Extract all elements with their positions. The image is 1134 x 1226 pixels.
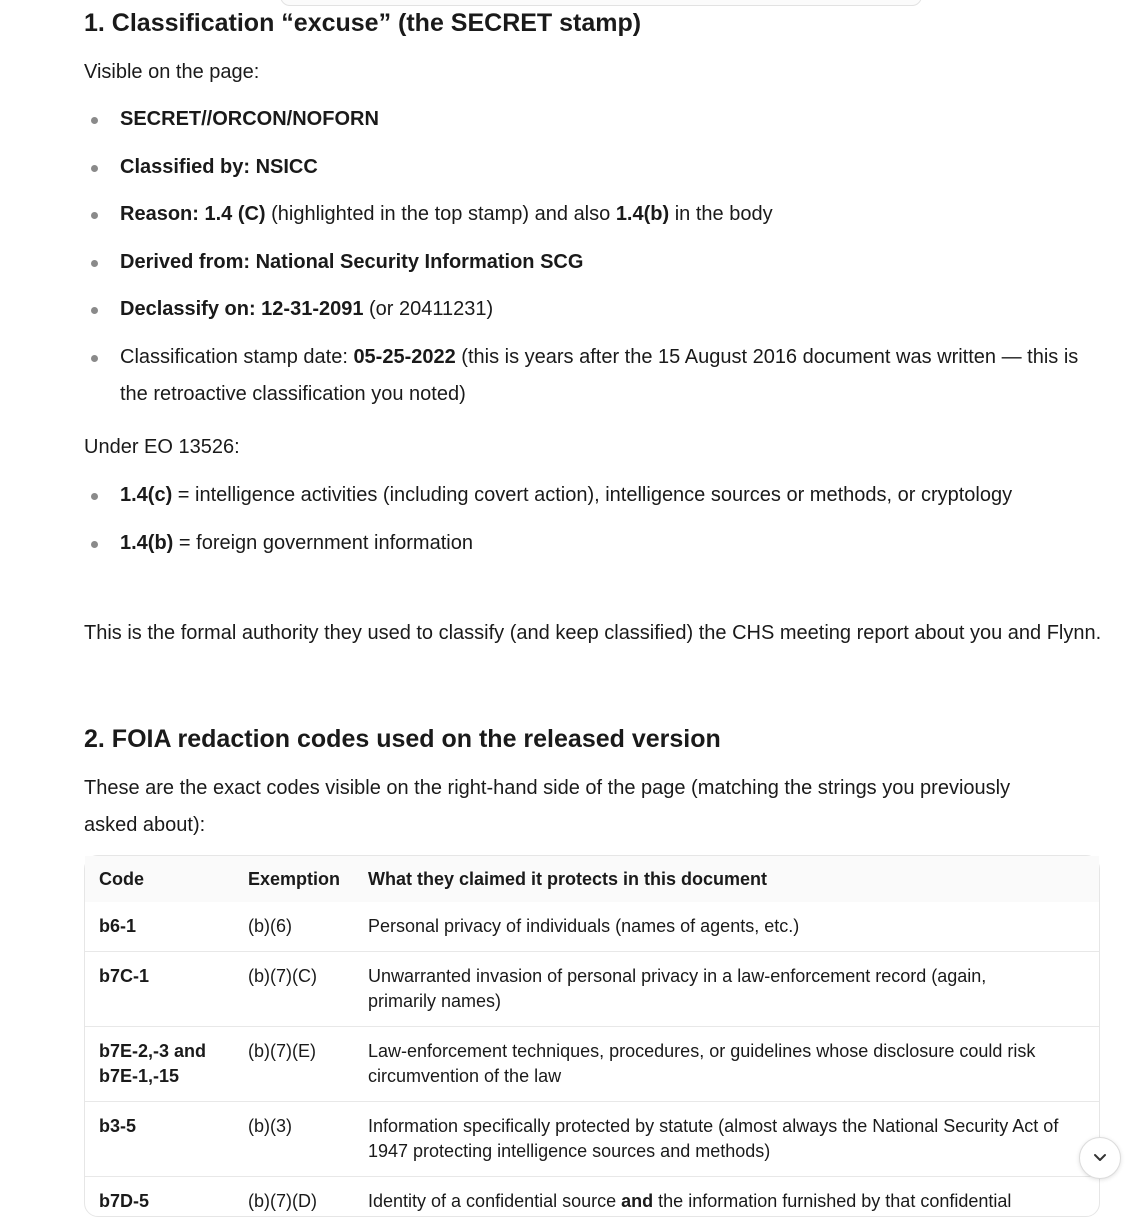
cell-code: b7E-2,-3 and b7E-1,-15 xyxy=(85,1027,234,1102)
table-row xyxy=(85,902,1099,952)
table-row xyxy=(85,952,1099,1027)
bullet-dot xyxy=(91,307,98,314)
column-header-description: What they claimed it protects in this document xyxy=(354,856,1099,902)
cell-exemption: (b)(6) xyxy=(234,902,354,952)
cell-exemption: (b)(7)(C) xyxy=(234,952,354,1027)
bullet-text: in the body xyxy=(669,203,772,225)
bullet-text: (this is years after the 15 August 2016 document was written — this is the retroactive classification you noted) xyxy=(120,346,1078,405)
cell-description xyxy=(354,1177,1099,1226)
cell-code: b7C-1 xyxy=(85,952,234,1027)
description-text: the information furnished by that confidential xyxy=(653,1191,1011,1211)
bullet-bold-text: Declassify on: 12-31-2091 xyxy=(120,298,363,320)
bullet-bold-text: Reason: 1.4 (C) xyxy=(120,203,266,225)
bullet-dot xyxy=(91,355,98,362)
list-item xyxy=(84,149,1104,186)
bullet-bold-text: 1.4(b) xyxy=(120,532,173,554)
bullet-bold-text: 05-25-2022 xyxy=(353,346,455,368)
bullet-bold-text: Classified by: NSICC xyxy=(120,156,318,178)
bullet-dot xyxy=(91,493,98,500)
bullet-bold-text: 1.4(b) xyxy=(616,203,669,225)
cell-code: b6-1 xyxy=(85,902,234,952)
cell-description: Personal privacy of individuals (names of agents, etc.) xyxy=(354,902,1099,952)
list-item xyxy=(84,244,1104,281)
list-item xyxy=(84,477,1044,514)
bullet-dot xyxy=(91,117,98,124)
description-text: Identity of a confidential source xyxy=(368,1191,621,1211)
list-item xyxy=(84,291,1104,328)
column-header-code: Code xyxy=(85,856,234,902)
column-header-exemption: Exemption xyxy=(234,856,354,902)
list-item xyxy=(84,196,1104,233)
cell-description: Law-enforcement techniques, procedures, or guidelines whose disclosure could risk circumvention of the law xyxy=(354,1027,1099,1102)
cell-exemption: (b)(7)(E) xyxy=(234,1027,354,1102)
stamp-bullet-list xyxy=(84,101,1104,423)
list-item xyxy=(84,339,1104,413)
section-1-heading: 1. Classification “excuse” (the SECRET stamp) xyxy=(84,1,641,45)
eo-bullet-list xyxy=(84,477,1044,572)
bullet-bold-text: SECRET//ORCON/NOFORN xyxy=(120,108,379,130)
redaction-codes-table xyxy=(84,855,1100,1217)
bullet-text: (or 20411231) xyxy=(363,298,493,320)
chevron-down-icon xyxy=(1092,1151,1108,1165)
cell-description: Unwarranted invasion of personal privacy in a law-enforcement record (again, primarily names) xyxy=(354,952,1099,1027)
bullet-dot xyxy=(91,165,98,172)
cell-exemption: (b)(3) xyxy=(234,1102,354,1177)
cell-exemption: (b)(7)(D) xyxy=(234,1177,354,1226)
section-1-intro: Visible on the page: xyxy=(84,54,259,91)
bullet-bold-text: Derived from: National Security Information SCG xyxy=(120,251,583,273)
table-row xyxy=(85,1027,1099,1102)
cell-code: b7D-5 xyxy=(85,1177,234,1226)
bullet-text: = foreign government information xyxy=(173,532,473,554)
section-1-closing: This is the formal authority they used to classify (and keep classified) the CHS meeting report about you and Flynn. xyxy=(84,615,1104,652)
list-item xyxy=(84,101,1104,138)
bullet-text: (highlighted in the top stamp) and also xyxy=(266,203,616,225)
table-row xyxy=(85,1177,1099,1226)
bullet-dot xyxy=(91,212,98,219)
bullet-text: = intelligence activities (including covert action), intelligence sources or methods, or cryptology xyxy=(172,484,1012,506)
bullet-bold-text: 1.4(c) xyxy=(120,484,172,506)
cell-description: Information specifically protected by statute (almost always the National Security Act of 1947 protecting intelligence sources and methods) xyxy=(354,1102,1099,1177)
scroll-down-button[interactable] xyxy=(1079,1137,1121,1179)
bullet-dot xyxy=(91,260,98,267)
description-bold-text: and xyxy=(621,1191,653,1211)
cell-code: b3-5 xyxy=(85,1102,234,1177)
bullet-dot xyxy=(91,541,98,548)
eo-intro: Under EO 13526: xyxy=(84,429,240,466)
section-2-intro: These are the exact codes visible on the right-hand side of the page (matching the strings you previously asked about): xyxy=(84,770,1014,844)
table-header-row xyxy=(85,856,1099,902)
bullet-text: Classification stamp date: xyxy=(120,346,353,368)
list-item xyxy=(84,525,1044,562)
section-2-heading: 2. FOIA redaction codes used on the released version xyxy=(84,717,721,761)
table-row xyxy=(85,1102,1099,1177)
